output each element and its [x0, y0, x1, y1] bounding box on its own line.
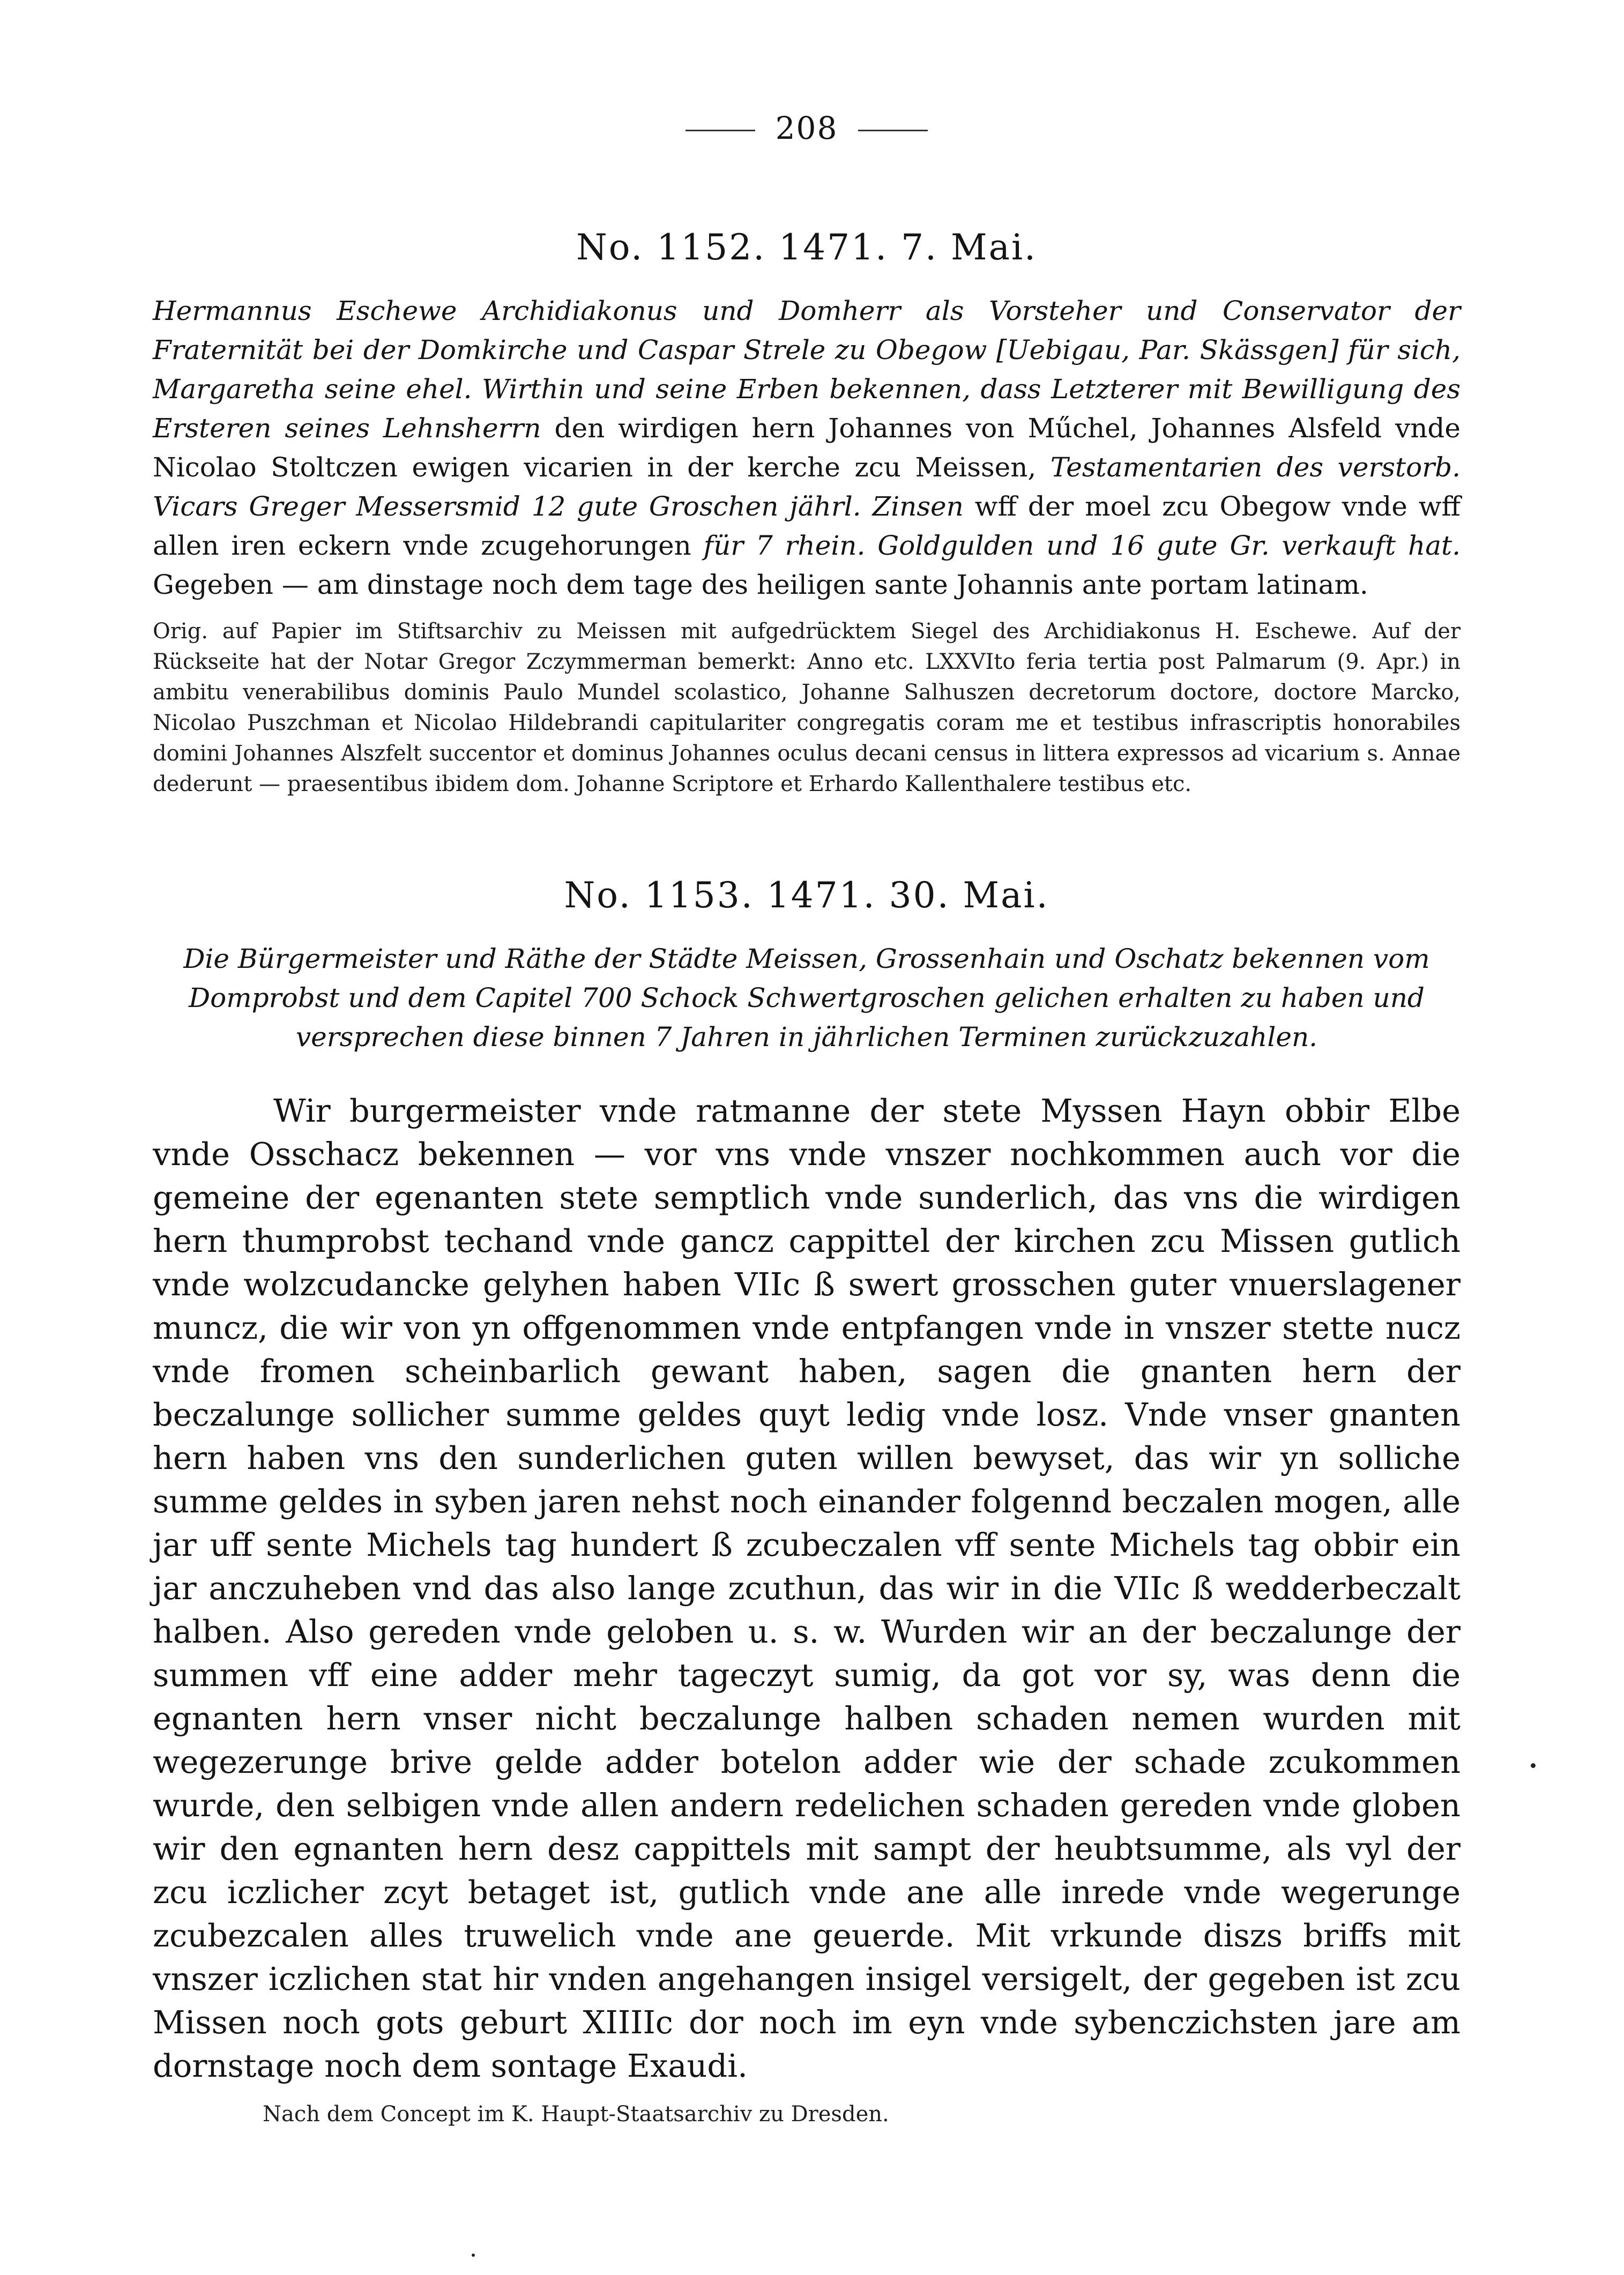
document-heading: No. 1152. 1471. 7. Mai.: [576, 227, 1038, 268]
regest-part: Gegeben — am dinstage noch dem tage des heiligen sante Johannis ante portam latinam.: [153, 569, 1368, 600]
document-1152: [153, 227, 1461, 800]
page: [153, 110, 1461, 2130]
regest-part: wff der moel zcu Obegow vnde wff allen iren eckern vnde zcugehorungen: [153, 491, 1461, 561]
header-rule-left: [686, 130, 755, 131]
page-number: 208: [775, 110, 838, 146]
document-body: Wir burgermeister vnde ratmanne der stete Myssen Hayn obbir Elbe vnde Osschacz bekennen — vor vns vnde vnszer nochkommen auch vor die gemeine der egenanten stete semptlich vnde sunderlich, das vns die wirdigen hern thumprobst techand vnde gancz cappittel der kirchen zcu Missen gutlich vnde wolzcudancke gelyhen haben VIIc ß swert grosschen guter vnuerslagener muncz, die wir von yn offgenommen vnde entpfangen vnde in vnszer stette nucz vnde fromen scheinbarlich gewant haben, sagen die gnanten hern der beczalunge sollicher summe geldes quyt ledig vnde losz. Vnde vnser gnanten hern haben vns den sunderlichen guten willen bewyset, das wir yn solliche summe geldes in syben jaren nehst noch einander folgennd beczalen mogen, alle jar uff sente Michels tag hundert ß zcubeczalen vff sente Michels tag obbir ein jar anczuheben vnd das also lange zcuthun, das wir in die VIIc ß wedderbeczalt halben. Also gereden vnde geloben u. s. w. Wurden wir an der beczalunge der summen vff eine adder mehr tageczyt sumig, da got vor sy, was denn die egnanten hern vnser nicht beczalunge halben schaden nemen wurden mit wegezerunge brive gelde adder botelon adder wie der schade zcukommen wurde, den selbigen vnde allen andern redelichen schaden gereden vnde globen wir den egnanten hern desz cappittels mit sampt der heubtsumme, als vyl der zcu iczlicher zcyt betaget ist, gutlich vnde ane alle inrede vnde wegerunge zcubezcalen alles truwelich vnde ane geuerde. Mit vrkunde diszs briffs mit vnszer iczlichen stat hir vnden angehangen insigel versigelt, der gegeben ist zcu Missen noch gots geburt XIIIIc dor noch im eyn vnde sybenczichsten jare am dornstage noch dem sontage Exaudi.: [153, 1092, 1461, 2084]
header-rule-right: [858, 130, 928, 131]
regest-part: für 7 rhein. Goldgulden und 16 gute Gr. verkauft hat.: [703, 530, 1461, 561]
page-header: [153, 110, 1461, 146]
scan-speck: [1531, 1763, 1536, 1768]
document-heading: No. 1153. 1471. 30. Mai.: [564, 875, 1049, 916]
archival-note: Orig. auf Papier im Stiftsarchiv zu Meissen mit aufgedrücktem Siegel des Archidiakonus H. Eschewe. Auf der Rückseite hat der Notar Gregor Zczymmerman bemerkt: Anno etc. LXXVIto feria tertia post Palmarum (9. Apr.) in ambitu venerabilibus dominis Paulo Mundel scolastico, Johanne Salhuszen decretorum doctore, doctore Marcko, Nicolao Puszchman et Nicolao Hildebrandi capitulariter congregatis coram me et testibus infrascriptis honorabiles domini Johannes Alszfelt succentor et dominus Johannes oculus decani census in littera expressos ad vicarium s. Annae dederunt — praesentibus ibidem dom. Johanne Scriptore et Erhardo Kallenthalere testibus etc.: [153, 619, 1461, 796]
regest-text: Die Bürgermeister und Räthe der Städte Meissen, Grossenhain und Oschatz bekennen vom Domprobst und dem Capitel 700 Schock Schwertgroschen gelichen erhalten zu haben und versprechen diese binnen 7 Jahren in jährlichen Terminen zurückzuzahlen.: [183, 943, 1430, 1053]
document-regest: [153, 939, 1461, 1057]
regest-part: Testamentarien des verstorb. Vicars Greger Messersmid 12 gute Groschen jährl. Zinsen: [153, 452, 1461, 522]
scan-speck: [472, 2254, 475, 2257]
regest-part: Hermannus Eschewe Archidiakonus und Domherr als Vorsteher und Conservator der Fraternität bei der Domkirche und Caspar Strele zu Obegow [Uebigau, Par. Skässgen] für sich, Margaretha seine ehel. Wirthin und seine Erben bekennen, dass Letzterer mit Bewilligung des Ersteren seines Lehnsherrn: [153, 295, 1461, 444]
document-regest: [153, 292, 1461, 605]
document-1153: [153, 875, 1461, 2130]
section-gap: [153, 800, 1461, 875]
regest-part: den wirdigen hern Johannes von Műchel, Johannes Alsfeld vnde Nicolao Stoltczen ewigen vicarien in der kerche zcu Meissen,: [153, 413, 1461, 483]
archival-source: Nach dem Concept im K. Haupt-Staatsarchiv zu Dresden.: [263, 2102, 889, 2127]
